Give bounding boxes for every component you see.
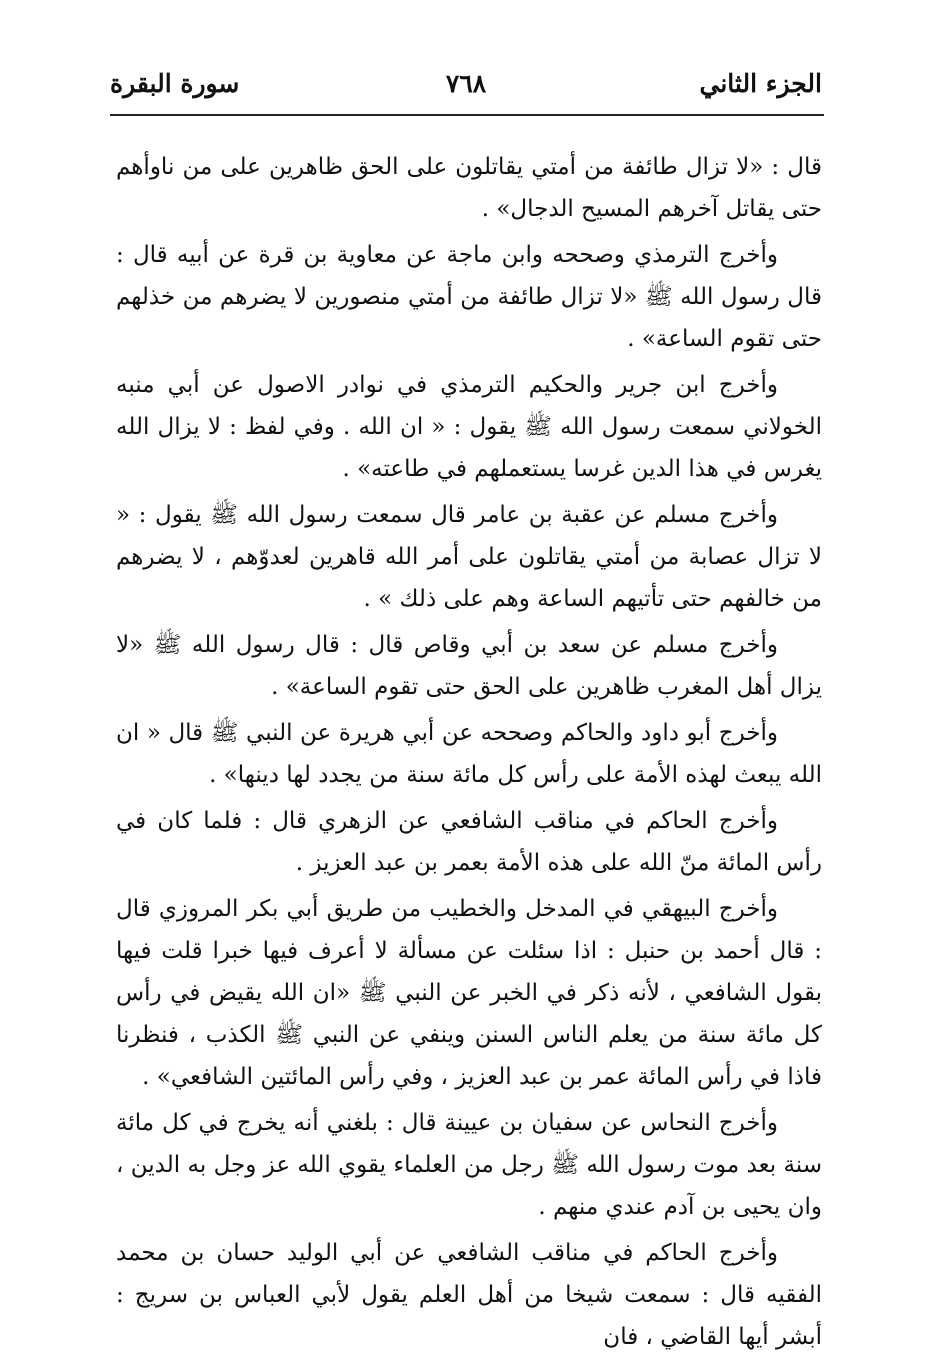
paragraph: وأخرج الترمذي وصححه وابن ماجة عن معاوية بن قرة عن أبيه قال : قال رسول الله ﷺ «لا تزال طائفة من أمتي منصورين لا يضرهم من خذلهم حتى تقوم الساعة» .: [116, 242, 822, 352]
paragraph: وأخرج ابن جرير والحكيم الترمذي في نوادر الاصول عن أبي منبه الخولاني سمعت رسول الله ﷺ يقول : « ان الله . وفي لفظ : لا يزال الله يغرس في هذا الدين غرسا يستعملهم في طاعته» .: [116, 372, 822, 482]
paragraph: وأخرج البيهقي في المدخل والخطيب من طريق أبي بكر المروزي قال : قال أحمد بن حنبل : اذا سئلت عن مسألة لا أعرف فيها خبرا قلت فيها بقول الشافعي ، لأنه ذكر في الخبر عن النبي ﷺ «ان الله يقيض في رأس كل مائة سنة من يعلم الناس السنن وينفي عن النبي ﷺ الكذب ، فنظرنا فاذا في رأس المائة عمر بن عبد العزيز ، وفي رأس المائتين الشافعي» .: [116, 896, 822, 1090]
paragraph: وأخرج الحاكم في مناقب الشافعي عن الزهري قال : فلما كان في رأس المائة منّ الله على هذه الأمة بعمر بن عبد العزيز .: [116, 808, 822, 876]
header-divider: [110, 114, 824, 116]
paragraph: وأخرج الحاكم في مناقب الشافعي عن أبي الوليد حسان بن محمد الفقيه قال : سمعت شيخا من أهل العلم يقول لأبي العباس بن سريج : أبشر أيها القاضي ، فان: [116, 1240, 822, 1350]
paragraph: وأخرج مسلم عن عقبة بن عامر قال سمعت رسول الله ﷺ يقول : « لا تزال عصابة من أمتي يقاتلون على أمر الله قاهرين لعدوّهم ، لا يضرهم من خالفهم حتى تأتيهم الساعة وهم على ذلك » .: [116, 502, 822, 612]
paragraph: وأخرج النحاس عن سفيان بن عيينة قال : بلغني أنه يخرج في كل مائة سنة بعد موت رسول الله ﷺ رجل من العلماء يقوي الله عز وجل به الدين ، وان يحيى بن آدم عندي منهم .: [116, 1110, 822, 1220]
part-label: الجزء الثاني: [699, 69, 822, 98]
paragraph: قال : «لا تزال طائفة من أمتي يقاتلون على الحق ظاهرين على من ناوأهم حتى يقاتل آخرهم المسيح الدجال» .: [116, 154, 822, 222]
paragraph: وأخرج مسلم عن سعد بن أبي وقاص قال : قال رسول الله ﷺ «لا يزال أهل المغرب ظاهرين على الحق حتى تقوم الساعة» .: [116, 632, 822, 700]
surah-label: سورة البقرة: [110, 69, 240, 98]
page-number: ٧٦٨: [445, 69, 487, 98]
paragraph: وأخرج أبو داود والحاكم وصححه عن أبي هريرة عن النبي ﷺ قال « ان الله يبعث لهذه الأمة على رأس كل مائة سنة من يجدد لها دينها» .: [116, 720, 822, 788]
page-body: [116, 146, 822, 1362]
running-header: [110, 64, 822, 108]
